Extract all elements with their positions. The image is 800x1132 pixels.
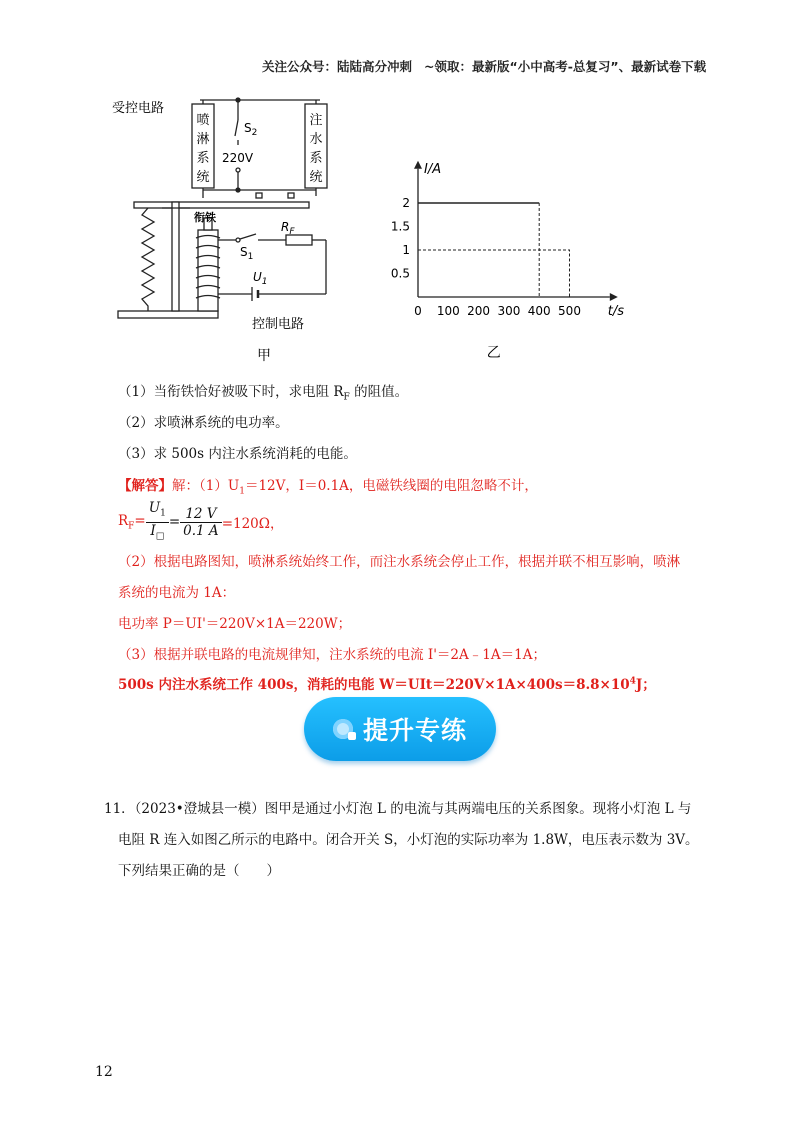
switch2-sub: 2 bbox=[251, 128, 258, 138]
voltage-label: 220V bbox=[222, 151, 254, 165]
y-tick-label: 0.5 bbox=[390, 266, 410, 281]
frac1-num-sub: 1 bbox=[160, 508, 166, 519]
frac1-den-text: I bbox=[150, 522, 156, 539]
formula-eq-2: = bbox=[168, 514, 181, 531]
frac1-num bbox=[146, 500, 169, 523]
q11-line-2: 电阻 R 连入如图乙所示的电路中。闭合开关 S，小灯泡的实际功率为 1.8W，电压表示数为 3V。 bbox=[118, 832, 699, 848]
figure-top-label: 受控电路 bbox=[112, 101, 165, 116]
sprinkler-char: 淋 bbox=[196, 132, 210, 147]
x-axis-arrow bbox=[610, 293, 618, 301]
sprinkler-char: 喷 bbox=[196, 113, 210, 128]
q11-line-3: 下列结果正确的是（ ） bbox=[118, 863, 280, 879]
header-right: ~领取：最新版“小中高考-总复习”、最新试卷下载 bbox=[424, 59, 707, 74]
y-tick-label: 1.5 bbox=[390, 219, 410, 234]
source-label bbox=[253, 270, 268, 287]
question-1 bbox=[118, 380, 408, 403]
sprinkler-char: 系 bbox=[196, 151, 210, 166]
answer-line1-sub: 1 bbox=[239, 486, 245, 497]
frac1-den-sub: □ bbox=[155, 531, 165, 542]
x-axis-label: t/s bbox=[607, 304, 625, 319]
x-tick-label: 200 bbox=[467, 304, 491, 318]
switch2-letter: S bbox=[244, 121, 252, 135]
y-tick-label: 2 bbox=[402, 196, 410, 210]
switch1-label bbox=[240, 245, 253, 262]
answer-line1-b: ＝12V，I＝0.1A，电磁铁线圈的电阻忽略不计， bbox=[244, 478, 538, 494]
formula-eq: = bbox=[134, 512, 146, 529]
formula-result: =120Ω， bbox=[221, 516, 284, 533]
frac1-den bbox=[146, 523, 169, 545]
figure-yi-label: 乙 bbox=[486, 345, 501, 361]
q1-text: （1）当衔铁恰好被吸下时，求电阻 R bbox=[118, 384, 344, 400]
header-left: 关注公众号：陆陆高分冲刺 bbox=[262, 59, 413, 74]
answer-line-6: （3）根据并联电路的电流规律知，注水系统的电流 I'＝2A﹣1A＝1A； bbox=[118, 647, 546, 663]
practice-button[interactable] bbox=[304, 697, 496, 761]
frac2-num: 12 V bbox=[180, 506, 222, 523]
answer-formula bbox=[118, 500, 283, 544]
y-axis-arrow bbox=[414, 161, 422, 169]
q11-line-1: 11．（2023•澄城县一模）图甲是通过小灯泡 L 的电流与其两端电压的关系图象。现将小灯泡 L 与 bbox=[104, 801, 692, 817]
source-letter: U bbox=[253, 270, 262, 284]
answer-line7-sup: 4 bbox=[629, 676, 636, 687]
figure-jia-label: 甲 bbox=[257, 348, 271, 363]
x-tick-label: 400 bbox=[527, 304, 551, 318]
formula-r-sub: F bbox=[128, 521, 135, 532]
x-tick-label: 500 bbox=[558, 304, 581, 318]
resistor-letter: R bbox=[281, 220, 290, 234]
injection-char: 统 bbox=[309, 170, 323, 185]
resistor-sub: F bbox=[289, 227, 295, 237]
x-tick-label: 100 bbox=[436, 304, 460, 318]
fraction-numeric bbox=[180, 506, 222, 539]
switch2-label bbox=[244, 121, 257, 138]
source-sub: 1 bbox=[261, 277, 268, 287]
figure-bottom-label: 控制电路 bbox=[252, 317, 305, 332]
search-bubble-icon bbox=[333, 719, 353, 739]
formula-r: R bbox=[118, 512, 129, 529]
question-3: （3）求 500s 内注水系统消耗的电能。 bbox=[118, 446, 357, 462]
injection-char: 注 bbox=[309, 113, 323, 128]
y-tick-label: 1 bbox=[402, 243, 410, 257]
y-axis-label: I/A bbox=[424, 161, 442, 177]
page-number: 12 bbox=[95, 1064, 113, 1080]
frac1-num-text: U bbox=[148, 500, 161, 516]
answer-line-5: 电功率 P＝UI'＝220V×1A＝220W； bbox=[118, 616, 352, 632]
practice-button-label: 提升专练 bbox=[362, 716, 467, 745]
current-time-chart bbox=[370, 160, 640, 365]
injection-char: 系 bbox=[309, 151, 323, 166]
switch1-letter: S bbox=[240, 245, 248, 259]
answer-line7-b: J； bbox=[635, 677, 656, 693]
armature-label: 衔铁 bbox=[194, 211, 216, 224]
answer-tag: 【解答】 bbox=[118, 478, 172, 494]
circuit-diagram bbox=[110, 88, 340, 363]
q1-sub: F bbox=[343, 392, 350, 403]
answer-line-1 bbox=[118, 474, 538, 497]
x-tick-label: 300 bbox=[497, 304, 521, 318]
sprinkler-char: 统 bbox=[196, 170, 210, 185]
answer-line-4: 系统的电流为 1A： bbox=[118, 585, 236, 601]
answer-line1-a: 解：（1）U bbox=[172, 478, 240, 494]
series-dashed-low bbox=[418, 250, 570, 297]
injection-char: 水 bbox=[309, 132, 323, 147]
switch1-sub: 1 bbox=[247, 252, 254, 262]
x-tick-label: 0 bbox=[414, 304, 422, 318]
question-2: （2）求喷淋系统的电功率。 bbox=[118, 415, 289, 431]
q1-end: 的阻值。 bbox=[349, 384, 409, 400]
formula-prefix bbox=[118, 512, 146, 532]
answer-line-3: （2）根据电路图知，喷淋系统始终工作，而注水系统会停止工作，根据并联不相互影响，喷淋 bbox=[118, 554, 681, 570]
answer-line-7 bbox=[118, 673, 656, 693]
answer-line7-a: 500s 内注水系统工作 400s，消耗的电能 W＝UIt＝220V×1A×400s＝8.8×10 bbox=[118, 677, 630, 693]
fraction-symbolic bbox=[146, 500, 169, 544]
page-header bbox=[262, 57, 762, 75]
frac2-den: 0.1 A bbox=[183, 522, 219, 539]
